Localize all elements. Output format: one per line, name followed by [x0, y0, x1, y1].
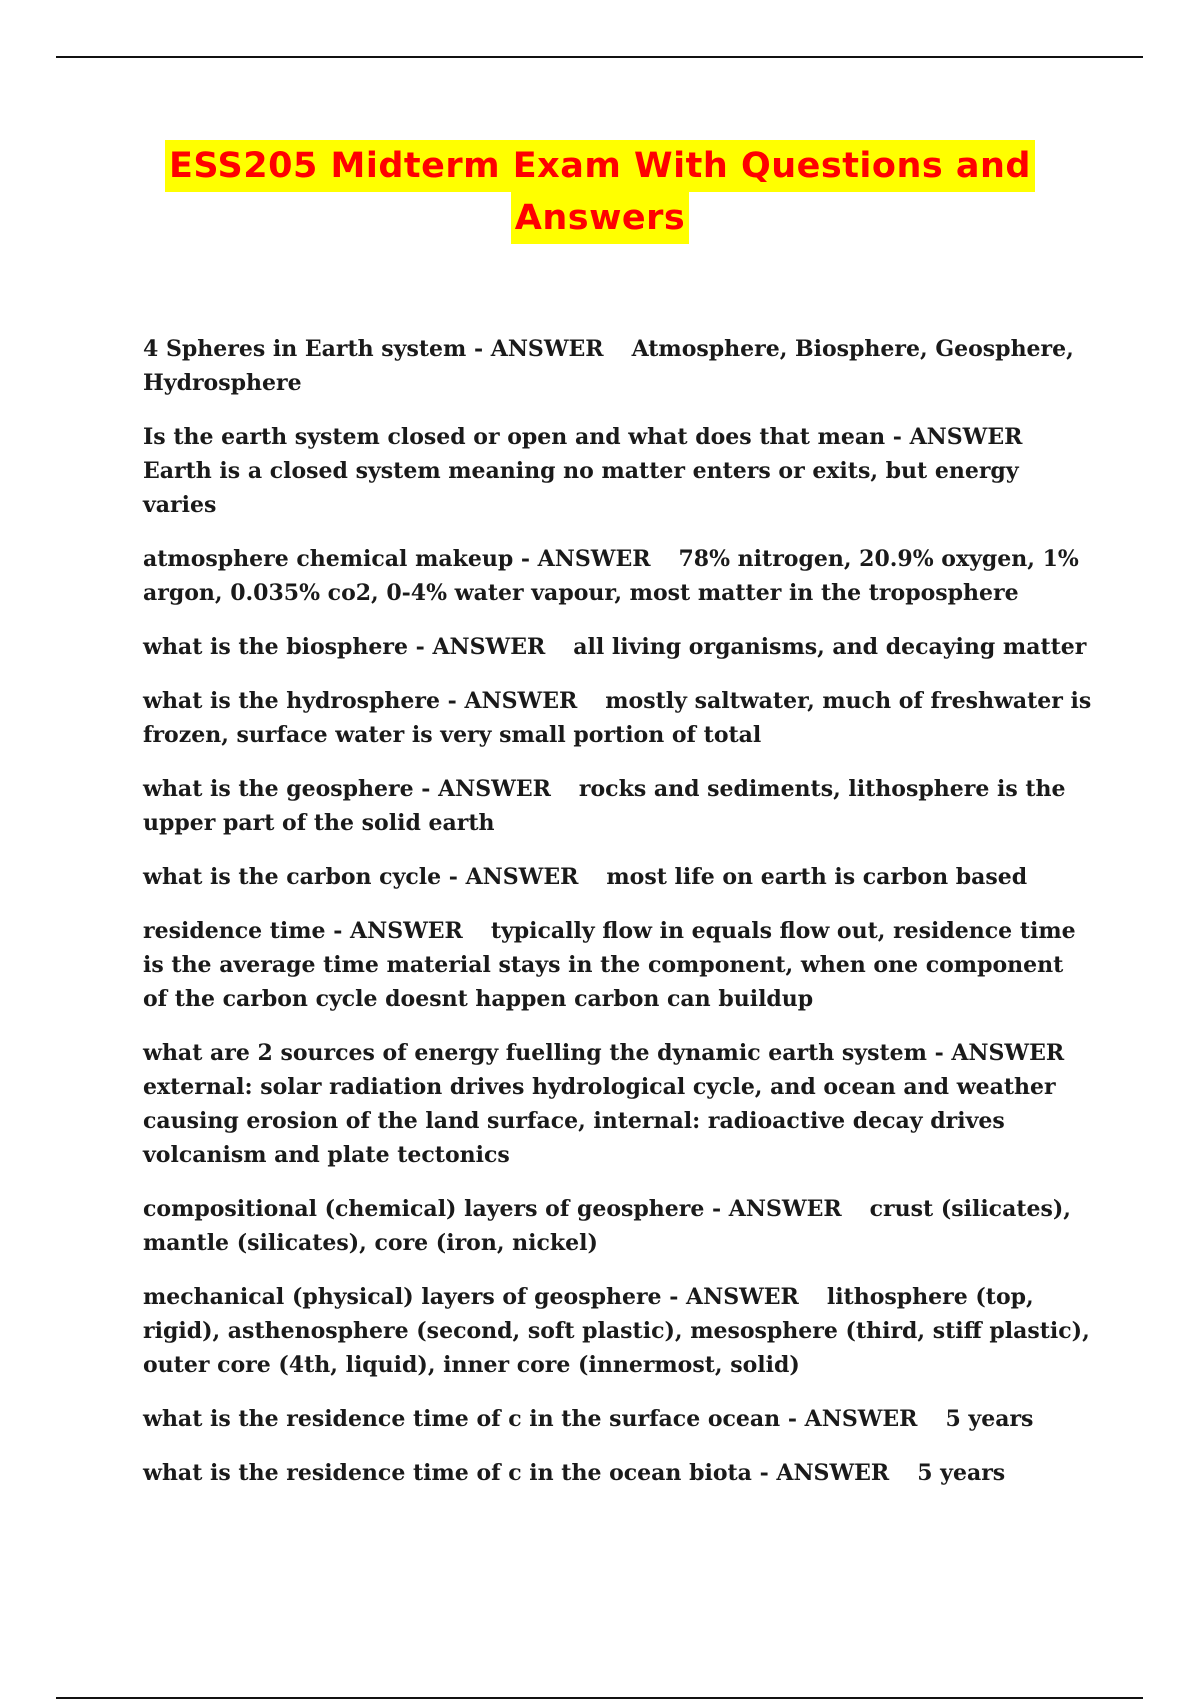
question-text: what is the hydrosphere — [143, 688, 440, 714]
top-rule — [56, 56, 1143, 58]
answer-marker: ANSWER — [465, 864, 579, 890]
question-text: what are 2 sources of energy fuelling the dynamic earth system — [143, 1040, 927, 1066]
question-text: what is the carbon cycle — [143, 864, 442, 890]
title-line-1: ESS205 Midterm Exam With Questions and — [165, 140, 1035, 192]
answer-marker: ANSWER — [776, 1460, 890, 1486]
document-title — [0, 140, 1200, 244]
answer-marker: ANSWER — [909, 424, 1023, 450]
qa-list — [143, 332, 1099, 1510]
answer-text: crust (silicates), mantle (silicates), core (iron, nickel) — [143, 1196, 1079, 1256]
question-text: atmosphere chemical makeup — [143, 546, 514, 572]
qa-item: atmosphere chemical makeup - ANSWER 78% nitrogen, 20.9% oxygen, 1% argon, 0.035% co2, 0-4% water vapour, most matter in the troposphere — [143, 546, 1087, 606]
answer-marker: ANSWER — [951, 1040, 1065, 1066]
answer-text: rocks and sediments, lithosphere is the upper part of the solid earth — [143, 776, 1074, 836]
answer-marker: ANSWER — [464, 688, 578, 714]
qa-item: what are 2 sources of energy fuelling the dynamic earth system - ANSWERexternal: solar radiation drives hydrological cycle, and ocean and weather causing erosion of the land surface, internal: radioactive decay drives volcanism and plate tectonics — [143, 1040, 1065, 1168]
question-text: what is the residence time of c in the surface ocean — [143, 1406, 781, 1432]
answer-text: most life on earth is carbon based — [606, 864, 1028, 890]
answer-marker: ANSWER — [490, 336, 604, 362]
answer-marker: ANSWER — [686, 1284, 799, 1310]
answer-text: lithosphere (top, rigid), asthenosphere (second, soft plastic), mesosphere (third, stiff plastic), outer core (4th, liquid), inner core (innermost, solid) — [143, 1284, 1098, 1378]
qa-item: what is the geosphere - ANSWER rocks and sediments, lithosphere is the upper part of the solid earth — [143, 776, 1074, 836]
question-text: residence time — [143, 918, 326, 944]
answer-marker: ANSWER — [537, 546, 651, 572]
answer-text: Atmosphere, Biosphere, Geosphere, Hydrosphere — [143, 336, 1082, 396]
question-text: what is the residence time of c in the ocean biota — [143, 1460, 752, 1486]
qa-item: residence time - ANSWER typically flow in equals flow out, residence time is the average time material stays in the component, when one component of the carbon cycle doesnt happen carbon can buildup — [143, 918, 1084, 1012]
question-text: mechanical (physical) layers of geosphere — [143, 1284, 662, 1310]
qa-item: 4 Spheres in Earth system - ANSWER Atmosphere, Biosphere, Geosphere, Hydrosphere — [143, 336, 1082, 396]
answer-marker: ANSWER — [438, 776, 551, 802]
answer-marker: ANSWER — [350, 918, 463, 944]
answer-marker: ANSWER — [432, 634, 546, 660]
answer-marker: ANSWER — [728, 1196, 842, 1222]
question-text: what is the geosphere — [143, 776, 414, 802]
qa-item: what is the residence time of c in the surface ocean - ANSWER 5 years — [143, 1406, 1034, 1432]
qa-item: compositional (chemical) layers of geosphere - ANSWER crust (silicates), mantle (silicates), core (iron, nickel) — [143, 1196, 1079, 1256]
answer-text: external: solar radiation drives hydrological cycle, and ocean and weather causing erosion of the land surface, internal: radioactive decay drives volcanism and plate tectonics — [143, 1074, 1064, 1168]
answer-text: 5 years — [945, 1406, 1034, 1432]
qa-item: what is the biosphere - ANSWER all living organisms, and decaying matter — [143, 634, 1087, 660]
title-line-2: Answers — [511, 192, 690, 244]
qa-item: Is the earth system closed or open and what does that mean - ANSWEREarth is a closed system meaning no matter enters or exits, but energy varies — [143, 424, 1027, 518]
question-text: 4 Spheres in Earth system — [143, 336, 467, 362]
answer-text: 78% nitrogen, 20.9% oxygen, 1% argon, 0.035% co2, 0-4% water vapour, most matter in the troposphere — [143, 546, 1087, 606]
question-text: what is the biosphere — [143, 634, 408, 660]
qa-item: what is the residence time of c in the ocean biota - ANSWER 5 years — [143, 1460, 1006, 1486]
answer-text: mostly saltwater, much of freshwater is frozen, surface water is very small portion of total — [143, 688, 1099, 748]
qa-item: what is the carbon cycle - ANSWER most life on earth is carbon based — [143, 864, 1028, 890]
answer-text: typically flow in equals flow out, residence time is the average time material stays in the component, when one component of the carbon cycle doesnt happen carbon can buildup — [143, 918, 1084, 1012]
qa-item: what is the hydrosphere - ANSWER mostly saltwater, much of freshwater is frozen, surface water is very small portion of total — [143, 688, 1099, 748]
answer-text: 5 years — [917, 1460, 1006, 1486]
bottom-rule — [56, 1697, 1143, 1699]
question-text: Is the earth system closed or open and what does that mean — [143, 424, 886, 450]
answer-text: all living organisms, and decaying matter — [573, 634, 1087, 660]
answer-marker: ANSWER — [804, 1406, 918, 1432]
answer-text: Earth is a closed system meaning no matter enters or exits, but energy varies — [143, 458, 1027, 518]
question-text: compositional (chemical) layers of geosphere — [143, 1196, 705, 1222]
qa-item: mechanical (physical) layers of geosphere - ANSWER lithosphere (top, rigid), asthenosphere (second, soft plastic), mesosphere (third, stiff plastic), outer core (4th, liquid), inner core (innermost, solid) — [143, 1284, 1098, 1378]
